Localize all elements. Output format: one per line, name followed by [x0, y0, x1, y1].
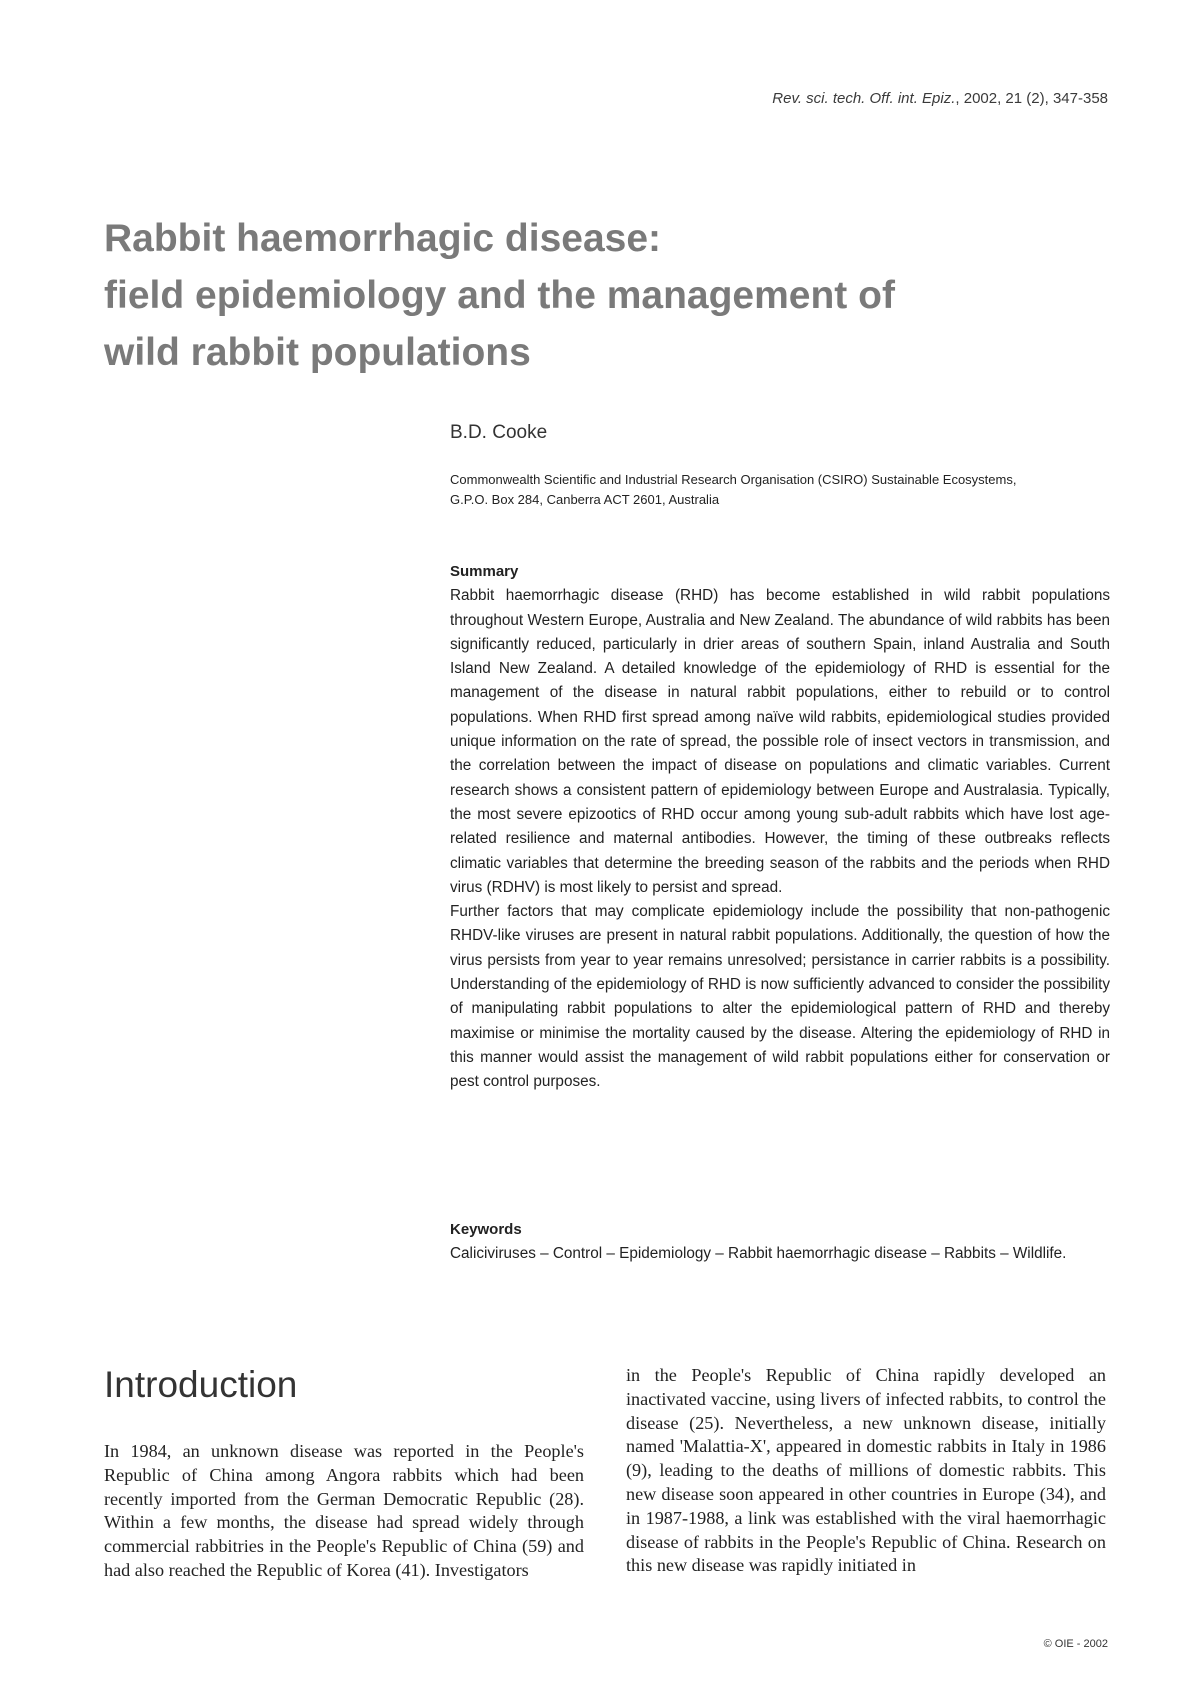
summary-paragraph-2: Further factors that may complicate epidemiology include the possibility that non-pathogenic RHDV-like viruses are present in natural rabbit populations. Additionally, the question of how the virus persists from year to year remains unresolved; persistance in carrier rabbits is a possibility. Understanding of the epidemiology of RHD is now sufficiently advanced to consider the possibility of manipulating rabbit populations to alter the epidemiological pattern of RHD and thereby maximise or minimise the mortality caused by the disease. Altering the epidemiology of RHD in this manner would assist the management of wild rabbit populations either for conservation or pest control purposes.	[450, 903, 1110, 1091]
introduction-column-left	[104, 1440, 584, 1583]
introduction-column-right	[626, 1364, 1106, 1578]
journal-citation	[772, 90, 1108, 107]
introduction-paragraph-right: in the People's Republic of China rapidly developed an inactivated vaccine, using livers of infected rabbits, to control the disease (25). Nevertheless, a new unknown disease, initially named 'Malattia-X', appeared in domestic rabbits in Italy in 1986 (9), leading to the deaths of millions of domestic rabbits. This new disease soon appeared in other countries in Europe (34), and in 1987-1988, a link was established with the viral haemorrhagic disease of rabbits in the People's Republic of China. Research on this new disease was rapidly initiated in	[626, 1365, 1106, 1576]
citation-details: , 2002, 21 (2), 347-358	[955, 90, 1108, 107]
introduction-heading: Introduction	[104, 1364, 298, 1405]
keywords-heading: Keywords	[450, 1221, 522, 1238]
summary-section	[450, 560, 1110, 1095]
affiliation-line-2: G.P.O. Box 284, Canberra ACT 2601, Australia	[450, 492, 720, 507]
author-affiliation	[450, 470, 1110, 510]
keywords-list: Caliciviruses – Control – Epidemiology – Rabbit haemorrhagic disease – Rabbits – Wildlife.	[450, 1245, 1067, 1262]
title-line-2: field epidemiology and the management of	[104, 274, 895, 317]
introduction-paragraph-left: In 1984, an unknown disease was reported in the People's Republic of China among Angora rabbits which had been recently imported from the German Democratic Republic (28). Within a few months, the disease had spread widely through commercial rabbitries in the People's Republic of China (59) and had also reached the Republic of Korea (41). Investigators	[104, 1441, 584, 1580]
citation-journal: Rev. sci. tech. Off. int. Epiz.	[772, 90, 956, 107]
article-title	[104, 210, 1004, 381]
summary-paragraph-1: Rabbit haemorrhagic disease (RHD) has become established in wild rabbit populations throughout Western Europe, Australia and New Zealand. The abundance of wild rabbits has been significantly reduced, particularly in drier areas of southern Spain, inland Australia and South Island New Zealand. A detailed knowledge of the epidemiology of RHD is essential for the management of the disease in natural rabbit populations, either to rebuild or to control populations. When RHD first spread among naïve wild rabbits, epidemiological studies provided unique information on the rate of spread, the possible role of insect vectors in transmission, and the correlation between the impact of disease on populations and climatic variables. Current research shows a consistent pattern of epidemiology between Europe and Australasia. Typically, the most severe epizootics of RHD occur among young sub-adult rabbits which have lost age-related resilience and maternal antibodies. However, the timing of these outbreaks reflects climatic variables that determine the breeding season of the rabbits and the periods when RHD virus (RDHV) is most likely to persist and spread.	[450, 587, 1110, 896]
copyright-footer: © OIE - 2002	[1043, 1638, 1108, 1650]
title-line-3: wild rabbit populations	[104, 331, 531, 374]
summary-heading: Summary	[450, 563, 519, 580]
affiliation-line-1: Commonwealth Scientific and Industrial Research Organisation (CSIRO) Sustainable Ecosystems,	[450, 472, 1017, 487]
title-line-1: Rabbit haemorrhagic disease:	[104, 217, 662, 260]
keywords-section	[450, 1218, 1110, 1266]
author-name: B.D. Cooke	[450, 422, 548, 443]
